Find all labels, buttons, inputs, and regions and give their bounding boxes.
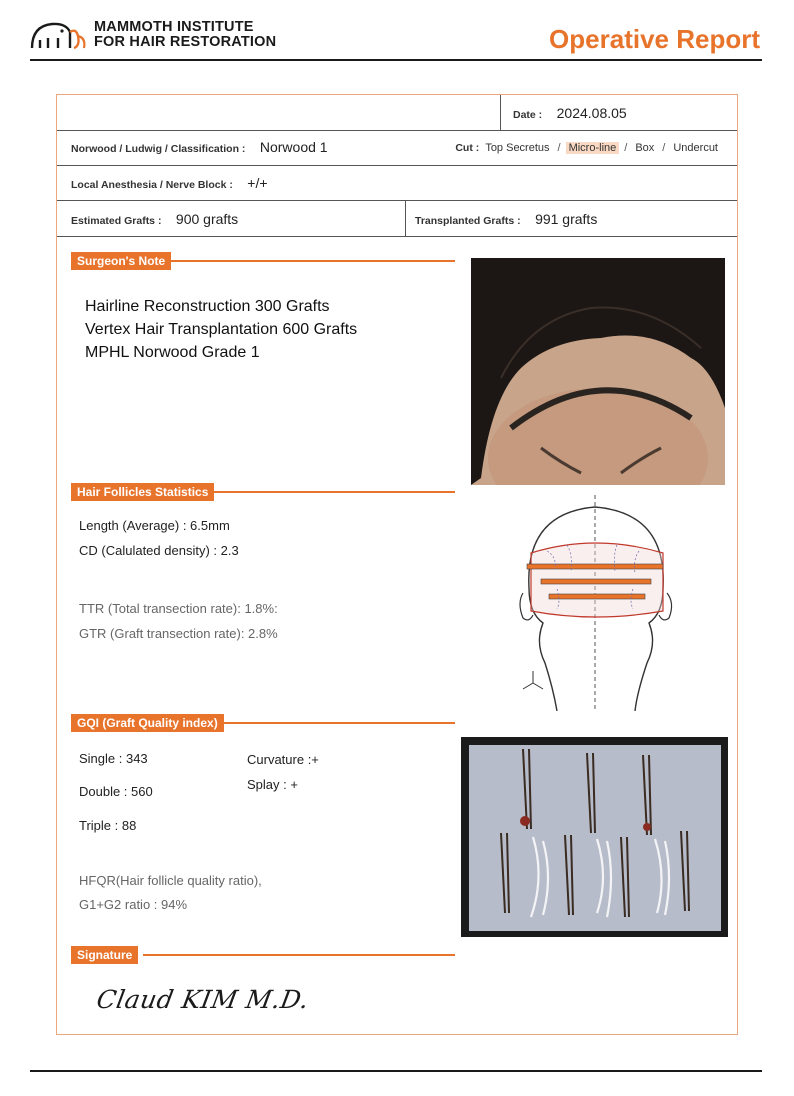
gqi-double: Double : 560 <box>79 784 153 799</box>
organization-name <box>94 20 276 50</box>
cut-option-micro-line: Micro-line <box>566 142 620 154</box>
note-line: MPHL Norwood Grade 1 <box>85 344 260 361</box>
cut-option-box: Box <box>635 142 655 154</box>
stat-cd: CD (Calulated density) : 2.3 <box>79 543 239 558</box>
surgeons-note-title: Surgeon's Note <box>71 252 171 270</box>
note-line: Hairline Reconstruction 300 Grafts <box>85 298 330 315</box>
classification-value: Norwood 1 <box>259 139 328 155</box>
gqi-title: GQI (Graft Quality index) <box>71 714 224 732</box>
graft-photo <box>461 737 728 937</box>
cut-option-top-secretus: Top Secretus <box>485 142 550 154</box>
signature-header <box>71 946 138 964</box>
cut-label: Cut : <box>455 142 480 154</box>
date-row <box>57 95 737 131</box>
gqi-g1g2: G1+G2 ratio : 94% <box>79 897 188 912</box>
row-divider <box>500 95 501 130</box>
stat-gtr: GTR (Graft transection rate): 2.8% <box>79 626 278 641</box>
gqi-curvature: Curvature :+ <box>247 752 319 767</box>
gqi-single: Single : 343 <box>79 751 148 766</box>
donor-area-diagram <box>517 493 677 711</box>
surgeons-note-text <box>85 295 357 364</box>
estimated-grafts-value: 900 grafts <box>175 211 239 227</box>
grafts-row <box>57 201 737 237</box>
surgeons-note-header <box>71 252 171 270</box>
cut-options: Cut : Top Secretus / Micro-line / Box / Undercut <box>455 142 721 154</box>
anesthesia-label: Local Anesthesia / Nerve Block : <box>71 179 233 191</box>
follicle-stats-header <box>71 483 214 501</box>
row-divider <box>405 201 406 236</box>
anesthesia-row <box>57 166 737 201</box>
gqi-hfqr: HFQR(Hair follicle quality ratio), <box>79 873 262 888</box>
signature-title: Signature <box>71 946 138 964</box>
date-label: Date : <box>513 109 543 121</box>
date-value: 2024.08.05 <box>556 105 627 121</box>
footer-divider <box>30 1070 762 1072</box>
section-rule <box>219 722 455 724</box>
signature-handwriting: Claud KIM M.D. <box>94 985 312 1014</box>
follicle-stats-title: Hair Follicles Statistics <box>71 483 214 501</box>
section-rule <box>169 260 455 262</box>
estimated-grafts-label: Estimated Grafts : <box>71 215 162 227</box>
classification-label: Norwood / Ludwig / Classification : <box>71 143 246 155</box>
section-rule <box>143 954 455 956</box>
section-rule <box>209 491 455 493</box>
org-line1: MAMMOTH INSTITUTE <box>94 19 254 35</box>
header-divider <box>30 59 762 61</box>
hairline-photo <box>471 258 725 485</box>
transplanted-grafts-value: 991 grafts <box>535 211 598 227</box>
estimated-grafts-field <box>71 211 238 246</box>
org-line2: FOR HAIR RESTORATION <box>94 34 277 50</box>
gqi-header <box>71 714 224 732</box>
classification-row <box>57 131 737 166</box>
stat-length: Length (Average) : 6.5mm <box>79 518 230 533</box>
gqi-triple: Triple : 88 <box>79 818 137 833</box>
note-line: Vertex Hair Transplantation 600 Grafts <box>85 321 358 338</box>
anesthesia-value: +/+ <box>247 175 268 191</box>
mammoth-logo-icon <box>30 18 90 54</box>
cut-option-undercut: Undercut <box>673 142 718 154</box>
transplanted-grafts-field <box>415 211 597 246</box>
gqi-splay: Splay : + <box>247 777 298 792</box>
page-title: Operative Report <box>549 24 760 54</box>
stat-ttr: TTR (Total transection rate): 1.8%: <box>79 601 278 616</box>
page-header <box>30 18 762 62</box>
transplanted-grafts-label: Transplanted Grafts : <box>415 215 521 227</box>
report-form <box>56 94 738 1035</box>
